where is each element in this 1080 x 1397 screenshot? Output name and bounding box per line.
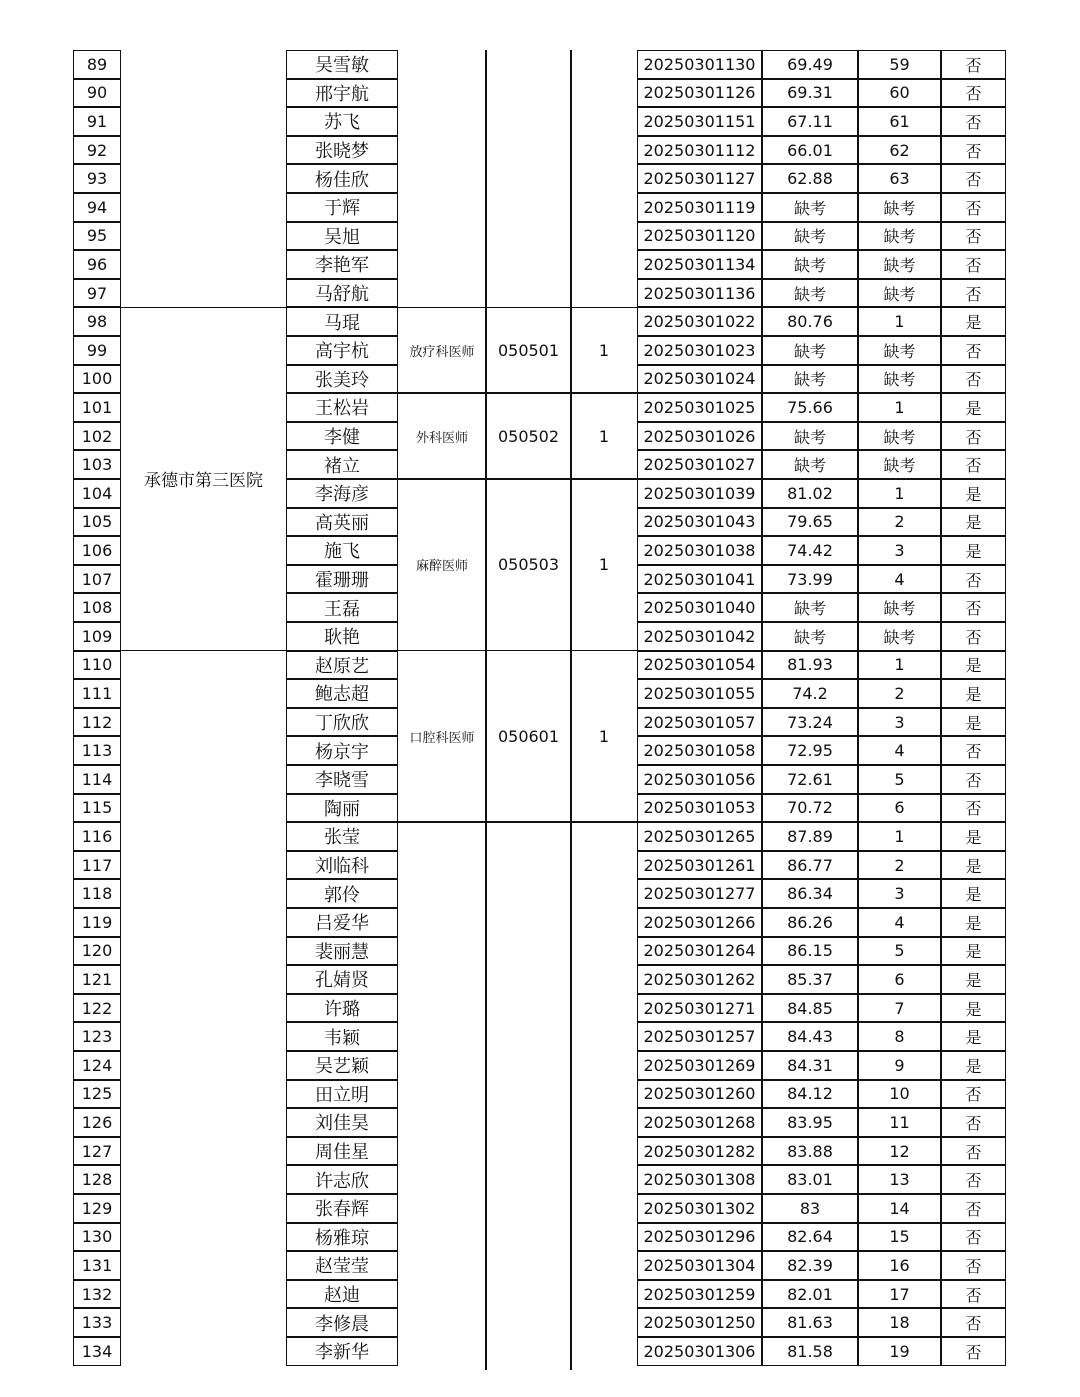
rank-cell: 缺考: [858, 279, 941, 308]
row-number-cell: 129: [73, 1194, 121, 1223]
candidate-name-cell: 郭伶: [286, 879, 398, 908]
score-cell: 缺考: [762, 450, 858, 479]
rank-cell: 18: [858, 1308, 941, 1337]
score-cell: 缺考: [762, 193, 858, 222]
score-cell: 缺考: [762, 222, 858, 251]
rank-cell: 缺考: [858, 193, 941, 222]
row-number-cell: 131: [73, 1251, 121, 1280]
quota-cell: 1: [598, 555, 610, 575]
rank-cell: 缺考: [858, 250, 941, 279]
ticket-number-cell: 20250301056: [637, 765, 762, 794]
candidate-name-cell: 马琨: [286, 307, 398, 336]
score-cell: 80.76: [762, 307, 858, 336]
row-number-cell: 112: [73, 708, 121, 737]
row-number-cell: 122: [73, 994, 121, 1023]
rank-cell: 缺考: [858, 222, 941, 251]
score-cell: 69.31: [762, 79, 858, 108]
score-cell: 缺考: [762, 422, 858, 451]
ticket-number-cell: 20250301053: [637, 794, 762, 823]
interview-entry-cell: 否: [941, 565, 1006, 594]
row-number-cell: 111: [73, 679, 121, 708]
candidate-name-cell: 杨雅琼: [286, 1223, 398, 1252]
candidate-name-cell: 鲍志超: [286, 679, 398, 708]
ticket-number-cell: 20250301039: [637, 479, 762, 508]
rank-cell: 11: [858, 1108, 941, 1137]
rank-cell: 15: [858, 1223, 941, 1252]
ticket-number-cell: 20250301271: [637, 994, 762, 1023]
rank-cell: 10: [858, 1080, 941, 1109]
candidate-name-cell: 杨京宇: [286, 736, 398, 765]
ticket-number-cell: 20250301040: [637, 593, 762, 622]
interview-entry-cell: 否: [941, 794, 1006, 823]
interview-entry-cell: 否: [941, 79, 1006, 108]
ticket-number-cell: 20250301302: [637, 1194, 762, 1223]
interview-entry-cell: 否: [941, 1194, 1006, 1223]
rank-cell: 缺考: [858, 593, 941, 622]
score-cell: 缺考: [762, 622, 858, 651]
score-cell: 81.63: [762, 1308, 858, 1337]
interview-entry-cell: 是: [941, 393, 1006, 422]
interview-entry-cell: 是: [941, 307, 1006, 336]
interview-entry-cell: 是: [941, 708, 1006, 737]
interview-entry-cell: 是: [941, 1051, 1006, 1080]
interview-entry-cell: 否: [941, 1165, 1006, 1194]
candidate-name-cell: 丁欣欣: [286, 708, 398, 737]
ticket-number-cell: 20250301264: [637, 937, 762, 966]
row-number-cell: 92: [73, 136, 121, 165]
rank-cell: 19: [858, 1337, 941, 1366]
row-number-cell: 106: [73, 536, 121, 565]
row-number-cell: 103: [73, 450, 121, 479]
score-cell: 82.01: [762, 1280, 858, 1309]
ticket-number-cell: 20250301043: [637, 508, 762, 537]
rank-cell: 缺考: [858, 365, 941, 394]
score-cell: 83: [762, 1194, 858, 1223]
ticket-number-cell: 20250301306: [637, 1337, 762, 1366]
row-number-cell: 124: [73, 1051, 121, 1080]
rank-cell: 9: [858, 1051, 941, 1080]
row-number-cell: 126: [73, 1108, 121, 1137]
quota-cell: [571, 822, 637, 1365]
ticket-number-cell: 20250301269: [637, 1051, 762, 1080]
ticket-number-cell: 20250301268: [637, 1108, 762, 1137]
interview-entry-cell: 否: [941, 365, 1006, 394]
position-code-cell: [486, 50, 571, 307]
score-cell: 81.93: [762, 651, 858, 680]
score-cell: 69.49: [762, 50, 858, 79]
candidate-name-cell: 吴旭: [286, 222, 398, 251]
row-number-cell: 109: [73, 622, 121, 651]
rank-cell: 2: [858, 851, 941, 880]
score-cell: 缺考: [762, 250, 858, 279]
rank-cell: 2: [858, 508, 941, 537]
interview-entry-cell: 是: [941, 965, 1006, 994]
quota-cell: 1: [598, 726, 610, 746]
position-code-cell: 050502: [497, 426, 560, 446]
candidate-name-cell: 周佳星: [286, 1137, 398, 1166]
score-cell: 86.15: [762, 937, 858, 966]
ticket-number-cell: 20250301262: [637, 965, 762, 994]
row-number-cell: 93: [73, 164, 121, 193]
row-number-cell: 97: [73, 279, 121, 308]
score-cell: 81.58: [762, 1337, 858, 1366]
ticket-number-cell: 20250301038: [637, 536, 762, 565]
interview-entry-cell: 否: [941, 136, 1006, 165]
position-cell: 外科医师: [415, 430, 468, 446]
score-cell: 74.2: [762, 679, 858, 708]
rank-cell: 缺考: [858, 450, 941, 479]
row-number-cell: 107: [73, 565, 121, 594]
row-number-cell: 113: [73, 736, 121, 765]
ticket-number-cell: 20250301025: [637, 393, 762, 422]
rank-cell: 2: [858, 679, 941, 708]
interview-entry-cell: 否: [941, 450, 1006, 479]
interview-entry-cell: 是: [941, 651, 1006, 680]
quota-cell: 1: [598, 340, 610, 360]
ticket-number-cell: 20250301136: [637, 279, 762, 308]
row-number-cell: 115: [73, 794, 121, 823]
candidate-name-cell: 吕爱华: [286, 908, 398, 937]
rank-cell: 4: [858, 736, 941, 765]
ticket-number-cell: 20250301282: [637, 1137, 762, 1166]
rank-cell: 4: [858, 908, 941, 937]
rank-cell: 62: [858, 136, 941, 165]
score-cell: 70.72: [762, 794, 858, 823]
candidate-name-cell: 耿艳: [286, 622, 398, 651]
rank-cell: 13: [858, 1165, 941, 1194]
ticket-number-cell: 20250301112: [637, 136, 762, 165]
row-number-cell: 127: [73, 1137, 121, 1166]
candidate-name-cell: 刘佳昊: [286, 1108, 398, 1137]
position-code-cell: [486, 822, 571, 1365]
ticket-number-cell: 20250301024: [637, 365, 762, 394]
candidate-name-cell: 赵迪: [286, 1280, 398, 1309]
score-cell: 62.88: [762, 164, 858, 193]
score-cell: 缺考: [762, 336, 858, 365]
row-number-cell: 130: [73, 1223, 121, 1252]
candidate-name-cell: 孔婧贤: [286, 965, 398, 994]
ticket-number-cell: 20250301266: [637, 908, 762, 937]
ticket-number-cell: 20250301134: [637, 250, 762, 279]
score-cell: 66.01: [762, 136, 858, 165]
score-cell: 87.89: [762, 822, 858, 851]
row-number-cell: 99: [73, 336, 121, 365]
rank-cell: 14: [858, 1194, 941, 1223]
candidate-name-cell: 李晓雪: [286, 765, 398, 794]
interview-entry-cell: 是: [941, 851, 1006, 880]
rank-cell: 60: [858, 79, 941, 108]
candidate-name-cell: 马舒航: [286, 279, 398, 308]
interview-entry-cell: 是: [941, 879, 1006, 908]
hospital-name-cell: 承德市第三医院: [144, 471, 263, 492]
interview-entry-cell: 是: [941, 1022, 1006, 1051]
interview-entry-cell: 否: [941, 1337, 1006, 1366]
rank-cell: 1: [858, 393, 941, 422]
position-cell: [398, 822, 486, 1365]
row-number-cell: 102: [73, 422, 121, 451]
position-code-cell: 050601: [497, 726, 560, 746]
rank-cell: 3: [858, 708, 941, 737]
candidate-name-cell: 吴艺颖: [286, 1051, 398, 1080]
ticket-number-cell: 20250301042: [637, 622, 762, 651]
position-cell: [398, 50, 486, 307]
interview-entry-cell: 否: [941, 1308, 1006, 1337]
candidate-name-cell: 韦颖: [286, 1022, 398, 1051]
interview-entry-cell: 否: [941, 736, 1006, 765]
interview-entry-cell: 是: [941, 479, 1006, 508]
rank-cell: 8: [858, 1022, 941, 1051]
score-cell: 83.88: [762, 1137, 858, 1166]
row-number-cell: 104: [73, 479, 121, 508]
rank-cell: 缺考: [858, 336, 941, 365]
candidate-name-cell: 李艳军: [286, 250, 398, 279]
interview-entry-cell: 否: [941, 1280, 1006, 1309]
candidate-name-cell: 褚立: [286, 450, 398, 479]
ticket-number-cell: 20250301250: [637, 1308, 762, 1337]
candidate-name-cell: 张晓梦: [286, 136, 398, 165]
interview-entry-cell: 否: [941, 107, 1006, 136]
candidate-name-cell: 李海彦: [286, 479, 398, 508]
score-cell: 缺考: [762, 279, 858, 308]
interview-entry-cell: 否: [941, 336, 1006, 365]
row-number-cell: 89: [73, 50, 121, 79]
score-cell: 86.26: [762, 908, 858, 937]
score-cell: 86.34: [762, 879, 858, 908]
candidate-name-cell: 邢宇航: [286, 79, 398, 108]
rank-cell: 5: [858, 765, 941, 794]
candidate-name-cell: 高宇杭: [286, 336, 398, 365]
ticket-number-cell: 20250301023: [637, 336, 762, 365]
ticket-number-cell: 20250301265: [637, 822, 762, 851]
row-number-cell: 128: [73, 1165, 121, 1194]
ticket-number-cell: 20250301058: [637, 736, 762, 765]
candidate-name-cell: 田立明: [286, 1080, 398, 1109]
row-number-cell: 94: [73, 193, 121, 222]
candidate-name-cell: 吴雪敏: [286, 50, 398, 79]
interview-entry-cell: 否: [941, 622, 1006, 651]
ticket-number-cell: 20250301277: [637, 879, 762, 908]
interview-entry-cell: 否: [941, 50, 1006, 79]
interview-entry-cell: 否: [941, 593, 1006, 622]
candidate-name-cell: 王松岩: [286, 393, 398, 422]
candidate-name-cell: 张莹: [286, 822, 398, 851]
candidate-name-cell: 李健: [286, 422, 398, 451]
row-number-cell: 134: [73, 1337, 121, 1366]
candidate-name-cell: 裴丽慧: [286, 937, 398, 966]
ticket-number-cell: 20250301261: [637, 851, 762, 880]
rank-cell: 61: [858, 107, 941, 136]
candidate-name-cell: 高英丽: [286, 508, 398, 537]
interview-entry-cell: 是: [941, 908, 1006, 937]
rank-cell: 1: [858, 822, 941, 851]
rank-cell: 5: [858, 937, 941, 966]
score-cell: 75.66: [762, 393, 858, 422]
row-number-cell: 120: [73, 937, 121, 966]
rank-cell: 7: [858, 994, 941, 1023]
score-cell: 79.65: [762, 508, 858, 537]
rank-cell: 3: [858, 879, 941, 908]
ticket-number-cell: 20250301296: [637, 1223, 762, 1252]
candidate-name-cell: 赵莹莹: [286, 1251, 398, 1280]
row-number-cell: 110: [73, 651, 121, 680]
interview-entry-cell: 否: [941, 1080, 1006, 1109]
score-cell: 72.95: [762, 736, 858, 765]
ticket-number-cell: 20250301260: [637, 1080, 762, 1109]
row-number-cell: 105: [73, 508, 121, 537]
score-cell: 81.02: [762, 479, 858, 508]
score-cell: 83.01: [762, 1165, 858, 1194]
interview-entry-cell: 否: [941, 164, 1006, 193]
candidate-name-cell: 杨佳欣: [286, 164, 398, 193]
position-code-cell: 050501: [497, 340, 560, 360]
interview-entry-cell: 是: [941, 994, 1006, 1023]
ticket-number-cell: 20250301259: [637, 1280, 762, 1309]
interview-entry-cell: 否: [941, 193, 1006, 222]
row-number-cell: 119: [73, 908, 121, 937]
ticket-number-cell: 20250301130: [637, 50, 762, 79]
ticket-number-cell: 20250301027: [637, 450, 762, 479]
rank-cell: 4: [858, 565, 941, 594]
candidate-name-cell: 赵原艺: [286, 651, 398, 680]
candidate-name-cell: 张美玲: [286, 365, 398, 394]
score-cell: 85.37: [762, 965, 858, 994]
score-cell: 84.43: [762, 1022, 858, 1051]
ticket-number-cell: 20250301126: [637, 79, 762, 108]
ticket-number-cell: 20250301041: [637, 565, 762, 594]
position-code-cell: 050503: [497, 555, 560, 575]
rank-cell: 缺考: [858, 622, 941, 651]
ticket-number-cell: 20250301055: [637, 679, 762, 708]
rank-cell: 3: [858, 536, 941, 565]
rank-cell: 63: [858, 164, 941, 193]
row-number-cell: 91: [73, 107, 121, 136]
row-number-cell: 90: [73, 79, 121, 108]
interview-entry-cell: 否: [941, 765, 1006, 794]
ticket-number-cell: 20250301127: [637, 164, 762, 193]
rank-cell: 16: [858, 1251, 941, 1280]
ticket-number-cell: 20250301057: [637, 708, 762, 737]
candidate-name-cell: 李新华: [286, 1337, 398, 1366]
ticket-number-cell: 20250301304: [637, 1251, 762, 1280]
candidate-name-cell: 施飞: [286, 536, 398, 565]
ticket-number-cell: 20250301151: [637, 107, 762, 136]
score-cell: 72.61: [762, 765, 858, 794]
rank-cell: 1: [858, 307, 941, 336]
candidate-name-cell: 李修晨: [286, 1308, 398, 1337]
ticket-number-cell: 20250301022: [637, 307, 762, 336]
score-cell: 缺考: [762, 365, 858, 394]
score-cell: 82.39: [762, 1251, 858, 1280]
rank-cell: 59: [858, 50, 941, 79]
interview-entry-cell: 否: [941, 422, 1006, 451]
interview-entry-cell: 否: [941, 222, 1006, 251]
score-cell: 67.11: [762, 107, 858, 136]
rank-cell: 6: [858, 794, 941, 823]
rank-cell: 缺考: [858, 422, 941, 451]
interview-entry-cell: 否: [941, 1251, 1006, 1280]
interview-entry-cell: 否: [941, 279, 1006, 308]
row-number-cell: 114: [73, 765, 121, 794]
row-number-cell: 116: [73, 822, 121, 851]
rank-cell: 1: [858, 651, 941, 680]
row-number-cell: 125: [73, 1080, 121, 1109]
interview-entry-cell: 是: [941, 937, 1006, 966]
candidate-name-cell: 于辉: [286, 193, 398, 222]
interview-entry-cell: 是: [941, 536, 1006, 565]
ticket-number-cell: 20250301119: [637, 193, 762, 222]
rank-cell: 1: [858, 479, 941, 508]
interview-entry-cell: 否: [941, 1137, 1006, 1166]
row-number-cell: 132: [73, 1280, 121, 1309]
ticket-number-cell: 20250301308: [637, 1165, 762, 1194]
score-cell: 82.64: [762, 1223, 858, 1252]
score-cell: 84.12: [762, 1080, 858, 1109]
interview-entry-cell: 否: [941, 1223, 1006, 1252]
ticket-number-cell: 20250301120: [637, 222, 762, 251]
candidate-name-cell: 王磊: [286, 593, 398, 622]
candidate-name-cell: 张春辉: [286, 1194, 398, 1223]
score-cell: 83.95: [762, 1108, 858, 1137]
score-cell: 74.42: [762, 536, 858, 565]
ticket-number-cell: 20250301257: [637, 1022, 762, 1051]
position-cell: 麻醉医师: [415, 559, 468, 575]
score-cell: 缺考: [762, 593, 858, 622]
score-cell: 86.77: [762, 851, 858, 880]
position-cell: 放疗科医师: [409, 344, 475, 360]
rank-cell: 6: [858, 965, 941, 994]
interview-entry-cell: 是: [941, 679, 1006, 708]
row-number-cell: 96: [73, 250, 121, 279]
row-number-cell: 133: [73, 1308, 121, 1337]
row-number-cell: 101: [73, 393, 121, 422]
interview-entry-cell: 是: [941, 508, 1006, 537]
score-cell: 84.31: [762, 1051, 858, 1080]
ticket-number-cell: 20250301026: [637, 422, 762, 451]
row-number-cell: 100: [73, 365, 121, 394]
candidate-name-cell: 许志欣: [286, 1165, 398, 1194]
score-cell: 73.99: [762, 565, 858, 594]
row-number-cell: 98: [73, 307, 121, 336]
score-cell: 73.24: [762, 708, 858, 737]
candidate-name-cell: 苏飞: [286, 107, 398, 136]
row-number-cell: 118: [73, 879, 121, 908]
candidate-name-cell: 许璐: [286, 994, 398, 1023]
interview-entry-cell: 否: [941, 1108, 1006, 1137]
row-number-cell: 121: [73, 965, 121, 994]
position-cell: 口腔科医师: [409, 730, 475, 746]
quota-cell: 1: [598, 426, 610, 446]
rank-cell: 12: [858, 1137, 941, 1166]
candidate-name-cell: 霍珊珊: [286, 565, 398, 594]
row-number-cell: 95: [73, 222, 121, 251]
rank-cell: 17: [858, 1280, 941, 1309]
score-cell: 84.85: [762, 994, 858, 1023]
row-number-cell: 108: [73, 593, 121, 622]
quota-cell: [571, 50, 637, 307]
candidate-name-cell: 刘临科: [286, 851, 398, 880]
interview-entry-cell: 否: [941, 250, 1006, 279]
candidate-name-cell: 陶丽: [286, 794, 398, 823]
row-number-cell: 117: [73, 851, 121, 880]
interview-entry-cell: 是: [941, 822, 1006, 851]
ticket-number-cell: 20250301054: [637, 651, 762, 680]
row-number-cell: 123: [73, 1022, 121, 1051]
